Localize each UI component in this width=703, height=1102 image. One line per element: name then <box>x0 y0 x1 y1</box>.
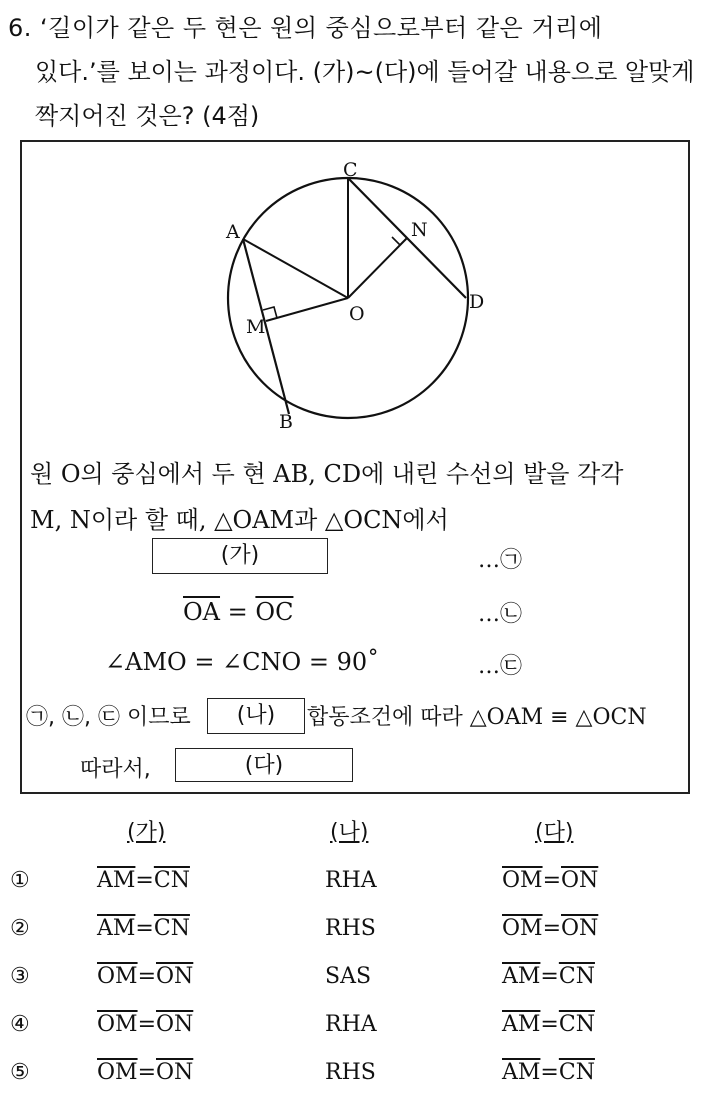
label-o: O <box>349 303 365 325</box>
choice-number: ② <box>10 916 30 941</box>
mark-3: …㉢ <box>478 654 523 679</box>
mark-1: …㉠ <box>478 548 523 573</box>
choice-number: ③ <box>10 964 30 989</box>
choice-row-2[interactable] <box>0 916 703 956</box>
label-m: M <box>246 316 266 338</box>
label-b: B <box>279 411 293 433</box>
label-c: C <box>343 159 358 181</box>
choice-number: ① <box>10 868 30 893</box>
equals-sign: = <box>220 598 256 626</box>
choice-da: $\overline{AM}=\overline{CN}$ <box>502 1012 595 1037</box>
blank-na: (나) <box>207 698 305 734</box>
blank-ga: (가) <box>152 538 328 574</box>
choice-na: SAS <box>325 964 372 989</box>
choice-ga: $\overline{OM}=\overline{ON}$ <box>97 1012 194 1037</box>
right-angle-n <box>392 230 407 245</box>
equation-oa-oc <box>183 598 293 626</box>
choice-na: RHS <box>325 1060 376 1085</box>
segment-oa <box>243 239 348 298</box>
blank-da: (다) <box>175 748 353 782</box>
proof-line-7-pre: 따라서, <box>80 757 151 782</box>
proof-line-2: M, N이라 할 때, △OAM과 △OCN에서 <box>30 506 449 534</box>
choice-na: RHA <box>325 868 377 893</box>
equation-angles: ∠AMO = ∠CNO = 90˚ <box>105 648 380 676</box>
proof-line-1: 원 O의 중심에서 두 현 AB, CD에 내린 수선의 발을 각각 <box>30 460 624 488</box>
choice-da: $\overline{AM}=\overline{CN}$ <box>502 964 595 989</box>
label-a: A <box>226 221 240 243</box>
proof-line-6-post: 합동조건에 따라 △OAM ≡ △OCN <box>307 705 647 730</box>
question-line-1: 6. ‘길이가 같은 두 현은 원의 중심으로부터 같은 거리에 <box>8 14 603 42</box>
choice-ga: $\overline{AM}=\overline{CN}$ <box>97 868 190 893</box>
choice-number: ④ <box>10 1012 30 1037</box>
label-d: D <box>469 291 485 313</box>
circle-diagram <box>200 150 500 435</box>
choice-number: ⑤ <box>10 1060 30 1085</box>
question-line-3: 짝지어진 것은? (4점) <box>35 102 260 130</box>
header-da: (다) <box>535 820 574 845</box>
choice-da: $\overline{OM}=\overline{ON}$ <box>502 868 599 893</box>
segment-oa-text: $\overline{OA}$ <box>183 598 221 626</box>
choice-row-3[interactable] <box>0 964 703 1004</box>
question-line-2: 있다.’를 보이는 과정이다. (가)~(다)에 들어갈 내용으로 알맞게 <box>35 58 695 86</box>
mark-2: …㉡ <box>478 602 523 627</box>
choice-da: $\overline{OM}=\overline{ON}$ <box>502 916 599 941</box>
segment-on <box>348 238 407 298</box>
choice-row-1[interactable] <box>0 868 703 908</box>
choice-ga: $\overline{OM}=\overline{ON}$ <box>97 1060 194 1085</box>
segment-om <box>266 298 348 321</box>
header-na: (나) <box>330 820 369 845</box>
choice-na: RHA <box>325 1012 377 1037</box>
choice-da: $\overline{AM}=\overline{CN}$ <box>502 1060 595 1085</box>
proof-line-6-pre: ㉠, ㉡, ㉢ 이므로 <box>26 705 191 730</box>
header-ga: (가) <box>127 820 166 845</box>
segment-oc-text: $\overline{OC}$ <box>255 598 294 626</box>
label-n: N <box>411 219 428 241</box>
choice-row-5[interactable] <box>0 1060 703 1100</box>
choice-na: RHS <box>325 916 376 941</box>
choice-ga: $\overline{OM}=\overline{ON}$ <box>97 964 194 989</box>
choice-ga: $\overline{AM}=\overline{CN}$ <box>97 916 190 941</box>
choice-row-4[interactable] <box>0 1012 703 1052</box>
